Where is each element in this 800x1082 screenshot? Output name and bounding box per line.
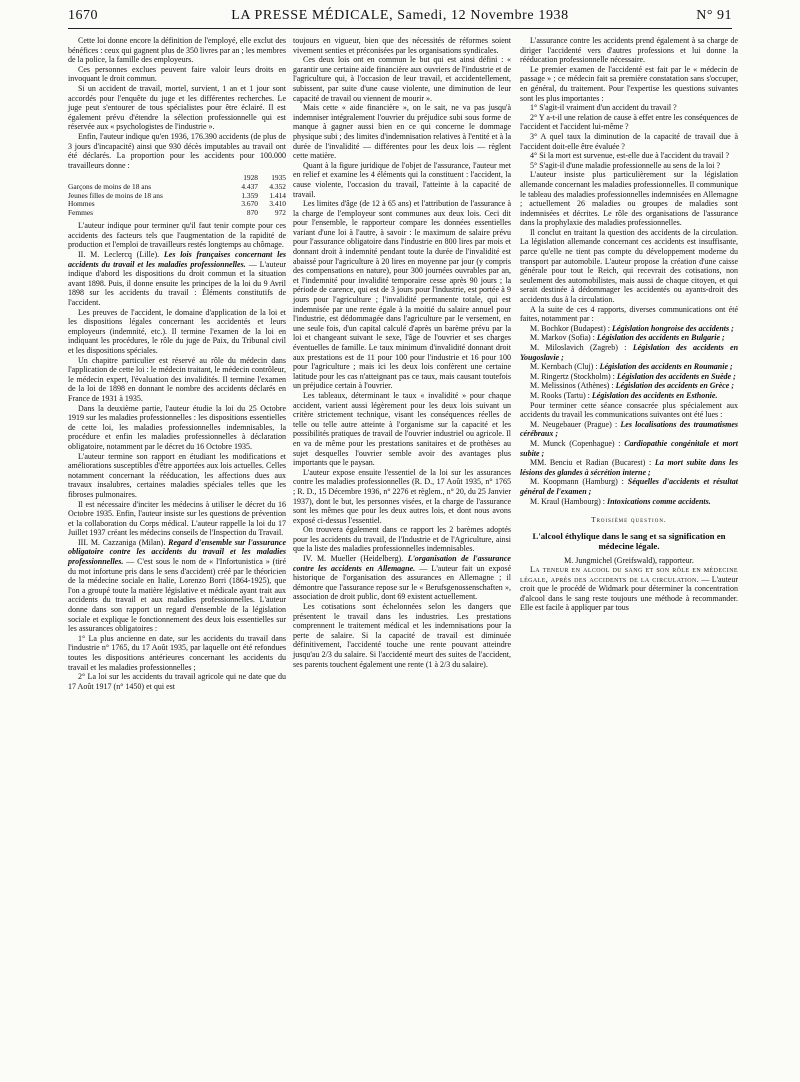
communication-author: M. Rooks bbox=[530, 390, 562, 400]
communication-title: Législation des accidents en Bulgarie ; bbox=[596, 333, 725, 343]
communication-city: (Zagreb) : bbox=[589, 343, 627, 352]
paragraph: Pour terminer cette séance consacrée plus spécialement aux accidents du travail les communications suivantes ont été lues : bbox=[520, 400, 738, 420]
communication-author: M. Kraul bbox=[530, 496, 560, 506]
paragraph: L'assurance contre les accidents prend également à sa charge de diriger l'accidenté vers d'autres professions et lui donne la rééducation professionnelle nécessaire. bbox=[520, 36, 738, 65]
paragraph: On trouvera également dans ce rapport les 2 barèmes adoptés pour les accidents du travail, de l'Industrie et de l'Agriculture, ainsi que la liste des maladies professionnelles indemnisables. bbox=[293, 525, 511, 554]
report-author: III. M. Cazzaniga (Milan). bbox=[78, 537, 166, 547]
paragraph: L'auteur insiste plus particulièrement sur la législation allemande concernant les maladies professionnelles. Il communique le tableau des maladies professionnelles indemnisées en Allemagne ; actuellement 26 maladies ou groupes de maladies sont indemnisées et décrites. Le rôle des organisations de l'assurance dans la prophylaxie des maladies professionnelles. bbox=[520, 170, 738, 228]
paragraph: A la suite de ces 4 rapports, diverses communications ont été faites, notamment par : bbox=[520, 304, 738, 324]
communication-title: Législation des accidents en Grèce ; bbox=[615, 381, 734, 391]
paragraph: Cette loi donne encore la définition de l'employé, elle exclut des bénéfices : ceux qui gagnent plus de 350 livres par an ; les membres de la police, la famille des employeurs. bbox=[68, 36, 286, 65]
communication-city: (Athènes) : bbox=[577, 381, 614, 391]
question-item: 1° S'agit-il vraiment d'un accident du travail ? bbox=[530, 103, 677, 113]
report-title: L'organisation de l'assurance contre les accidents en Allemagne. bbox=[293, 554, 511, 573]
column-2 bbox=[293, 36, 511, 669]
paragraph: Ces deux lois ont en commun le but qui est ainsi défini : « garantir une certaine aide financière aux ouvriers de l'industrie et de l'agriculture qui, à l'occasion de leur travail, et accidentellement, subissent, par suite d'une cause violente, une diminution de leur capacité de travail ou viennent de mourir ». bbox=[293, 55, 511, 103]
paragraph: Ces personnes exclues peuvent faire valoir leurs droits en invoquant le droit commun. bbox=[68, 64, 286, 84]
communication-city: (Stockholm) : bbox=[570, 371, 615, 381]
communication-title: Législation des accidents en Yougoslavie ; bbox=[520, 343, 739, 362]
paragraph: Les limites d'âge (de 12 à 65 ans) et l'attribution de l'assurance à la charge de l'employeur sont communes aux deux lois. Ceci dit pour l'ensemble, le rapporteur compare les données essentielles variant d'une loi à l'autre, à savoir : le maximum de salaire prévu pour l'assurance obligatoire dans l'industrie en 800 lires par mois et donnant droit à indemnité pendant toute la durée de l'invalidité est abaissé pour l'agriculture à 20 lires en moyenne par jour (y compris des compensations en nature), pour 300 journées ouvrables par an, et l'indemnité pour invalidité temporaire cesse après 90 jours ; la période de carence, qui est de 3 jours pour l'industrie, est portée à 9 jours pour l'agriculture ; l'invalidité permanente totale, qui est indemnisée par une rente égale à la moitié du salaire annuel pour l'industrie, est dédommagée dans l'agriculture par le versement, en une seule fois, d'un capital calculé d'après un barème prévu par la loi et changeant suivant le sexe, l'âge de l'ouvrier et ses charges éventuelles de famille. Le taux minimum d'invalidité donnant droit aux prestations est de 11 pour 100 pour l'industrie et 16 pour 100 pour l'agriculture ; mais ici les deux lois confèrent une certaine latitude pour les cas n'atteignant pas ce taux, mais causant toutefois un préjudice certain à l'ouvrier. bbox=[293, 199, 511, 391]
communication-item bbox=[520, 362, 738, 372]
paragraph: — L'auteur indique d'abord les dispositions du droit commun et la situation avant 1898. Puis, il donne ensuite les principes de la loi du 9 Avril 1898 sur les accidents du travail : Éléments constitutifs de l'accident. bbox=[68, 259, 286, 308]
communication-item bbox=[520, 477, 738, 496]
table-row-label: Femmes bbox=[68, 207, 94, 217]
paragraph: 1° La plus ancienne en date, sur les accidents du travail dans l'industrie n° 1765, du 17 Août 1935, par laquelle ont été refondues toutes les dispositions antérieures concernant les accidents du travail et les maladies professionnelles ; bbox=[68, 633, 286, 672]
paragraph: Si un accident de travail, mortel, survient, 1 an et 1 jour sont accordés pour l'enquête du juge et les différentes recherches. Le juge peut s'entourer de tous spécialistes pour être éclairé. Il est également prévu d'étendre la sélection professionnelle qui est réservée aux « psychologistes de l'industrie ». bbox=[68, 83, 286, 132]
running-header bbox=[68, 6, 732, 29]
communication-author: M. Koopmann bbox=[530, 477, 579, 487]
communication-city: (Bucarest) : bbox=[612, 458, 652, 468]
page-number: 1670 bbox=[68, 8, 98, 23]
communication-city: (Hambourg) : bbox=[561, 496, 605, 506]
accident-rate-table bbox=[68, 174, 286, 217]
paragraph: Mais cette « aide financière », on le sait, ne va pas jusqu'à indemniser intégralement l'ouvrier du préjudice subi sous forme de manque à gagner aussi bien en ce qui concerne le dommage physique subi ; des limites d'indemnisation relatives à l'entité et à la durée de l'invalidité — différentes pour les deux lois — règlent cette matière. bbox=[293, 103, 511, 161]
report-heading bbox=[68, 250, 286, 308]
paragraph-text: — L'auteur croit que le procédé de Widmark pour déterminer la concentration d'alcool dans le sang reste toujours une méthode à recommander. Elle est facile à appliquer par tous bbox=[520, 574, 739, 613]
communication-item bbox=[520, 391, 738, 401]
paragraph bbox=[520, 565, 738, 613]
table-row-label: Hommes bbox=[68, 199, 95, 209]
paragraph: Quant à la figure juridique de l'objet de l'assurance, l'auteur met en relief et examine les 4 éléments qui la constituent : l'accident, la cause violente, l'occasion du travail, l'atteinte à la capacité de travail. bbox=[293, 160, 511, 199]
communication-author: M. Munck bbox=[530, 438, 566, 448]
table-cell: 4.437 bbox=[241, 181, 258, 191]
communication-title: La mort subite dans les lésions des glandes à sécrétion interne ; bbox=[520, 458, 739, 477]
report-title: Regard d'ensemble sur l'assurance obligatoire contre les accidents du travail et les maladies professionnelles. bbox=[68, 537, 286, 567]
communication-item bbox=[520, 372, 738, 382]
report-author: II. M. Leclercq (Lille). bbox=[78, 250, 160, 260]
rapporteur-line: M. Jungmichel (Greifswald), rapporteur. bbox=[564, 555, 694, 565]
paragraph: Les preuves de l'accident, le domaine d'application de la loi et les dispositions légales concernant les accidentés et leurs employeurs (indemnité, etc.). Il termine l'examen de la loi en indiquant les procédures, le rôle du juge de Paix, du Tribunal civil et les dispositions spéciales. bbox=[68, 307, 286, 355]
table-row bbox=[68, 209, 286, 218]
communication-item bbox=[520, 497, 738, 507]
communication-item bbox=[520, 381, 738, 391]
communication-item bbox=[520, 333, 738, 343]
paragraph: — L'auteur fait un exposé historique de l'organisation des assurances en Allemagne ; il démontre que l'assurance repose sur le « Berufsgenossenschaften », association de droit public, dont 69 existent actuellement. bbox=[293, 563, 511, 602]
paragraph: L'auteur termine son rapport en étudiant les modifications et améliorations susceptibles d'être apportées aux lois actuelles. Celles notamment concernant la rééducation, les affections dues aux travaux insalubres, certaines maladies spéciales telles que les fibroses pulmonaires. bbox=[68, 451, 286, 499]
table-cell: 870 bbox=[246, 207, 258, 217]
question-title: L'alcool éthylique dans le sang et sa signification en médecine légale. bbox=[532, 530, 726, 552]
table-row-label: Jeunes filles de moins de 18 ans bbox=[68, 190, 163, 200]
paragraph: L'auteur indique pour terminer qu'il faut tenir compte pour ces accidents des facteurs tels que l'augmentation de la rapidité de production et l'emploi de travailleurs restés longtemps au chômage. bbox=[68, 221, 286, 250]
communication-author: MM. Benciu et Radian bbox=[530, 458, 609, 468]
table-cell: 972 bbox=[274, 207, 286, 217]
communication-city: (Copenhague) : bbox=[569, 438, 621, 448]
communication-title: Législation des accidents en Suède ; bbox=[616, 371, 736, 381]
communication-author: M. Bochkor bbox=[530, 323, 569, 333]
paragraph: Dans la deuxième partie, l'auteur étudie la loi du 25 Octobre 1919 sur les maladies professionnelles : les dispositions essentielles de cette loi, les maladies professionnelles indemnisables, la procédure et enfin les maladies professionnelles à déclaration obligatoire, notamment par le décret du 16 Octobre 1935. bbox=[68, 403, 286, 451]
table-cell: 4.352 bbox=[269, 181, 286, 191]
communication-city: (Prague) : bbox=[584, 419, 618, 429]
column-3 bbox=[520, 36, 738, 613]
communication-author: M. Miloslavich bbox=[530, 343, 584, 352]
communication-city: (Cluj) : bbox=[574, 362, 598, 372]
paragraph: Les cotisations sont échelonnées selon les dangers que présentent le travail dans les industries. Les prestations comprennent le traitement médical et les indemnisations pour la perte de salaire. Si la capacité de travail est diminuée définitivement, l'accidenté touche une rente pouvant atteindre jusqu'au 2/3 du salaire. Si l'accidenté meurt des suites de l'accident, ses parents touchent également une rente (1 à 2/3 du salaire). bbox=[293, 602, 511, 669]
communication-author: M. Kernbach bbox=[530, 362, 573, 372]
communication-title: Cardiopathie congénitale et mort subite ; bbox=[520, 438, 739, 458]
report-title: Les lois françaises concernant les accidents du travail et les maladies professionnelles. bbox=[68, 250, 287, 269]
question-item: 4° Si la mort est survenue, est-elle due à l'accident du travail ? bbox=[530, 151, 730, 161]
communication-item bbox=[520, 420, 738, 439]
paragraph: Il est nécessaire d'inciter les médecins à utiliser le décret du 16 Octobre 1935. Enfin, l'auteur insiste sur les questions de prévention et la collaboration du Corps médical. L'auteur rappelle la loi du 17 Juillet 1937 créant les médecins conseils de l'Inspection du Travail. bbox=[68, 499, 286, 538]
communication-city: (Budapest) : bbox=[570, 323, 610, 333]
communication-item bbox=[520, 439, 738, 458]
paragraph: Le premier examen de l'accidenté est fait par le « médecin de passage » ; ce médecin fait sa première constatation sans s'occuper, en général, du traitement. Pour l'expertise les questions suivantes sont les plus importantes : bbox=[520, 64, 738, 103]
communication-city: (Hamburg) : bbox=[582, 477, 624, 487]
communication-title: Législation hongroise des accidents ; bbox=[612, 323, 734, 333]
issue-number: N° 91 bbox=[696, 8, 732, 23]
column-1 bbox=[68, 36, 286, 691]
communication-title: Les localisations des traumatismes cérébraux ; bbox=[520, 419, 739, 439]
communication-author: M. Ringertz bbox=[530, 371, 569, 381]
communication-title: Législation des accidents en Roumanie ; bbox=[599, 362, 733, 372]
communication-item bbox=[520, 324, 738, 334]
communication-author: M. Markov bbox=[530, 333, 567, 343]
table-cell: 3.670 bbox=[241, 199, 258, 209]
question-heading: Troisième question. bbox=[591, 516, 667, 525]
journal-title: LA PRESSE MÉDICALE, Samedi, 12 Novembre 1938 bbox=[231, 8, 569, 23]
communication-item bbox=[520, 458, 738, 477]
communication-title: Séquelles d'accidents et résultat général de l'examen ; bbox=[520, 477, 739, 496]
paragraph: Un chapitre particulier est réservé au rôle du médecin dans l'application de cette loi : le médecin traitant, le médecin contrôleur, le médecin expert, l'évaluation des invalidités. Il termine l'examen de la loi de 1898 en donnant le nombre des accidents déclarés en France de 1931 à 1935. bbox=[68, 355, 286, 403]
paragraph: 2° La loi sur les accidents du travail agricole qui ne date que du 17 Août 1917 (n° 1450) et qui est bbox=[68, 672, 286, 691]
report-heading bbox=[293, 554, 511, 602]
table-row-label: Garçons de moins de 18 ans bbox=[68, 181, 152, 191]
paragraph: — C'est sous le nom de « l'Infortunistica » (tiré du mot infortune pris dans le sens d'accident) créé par le théoricien de la médecine sociale en Italie, Lorenzo Borri (1864-1925), que l'on a groupé toute la matière législative et médicale ayant trait aux accidents du travail et aux maladies professionnelles. L'auteur donne dans son rapport un regard d'ensemble de la législation sociale et explique le fonctionnement des deux lois essentielles sur les assurances obligatoires : bbox=[68, 557, 287, 634]
paragraph: Les tableaux, déterminant le taux « invalidité » pour chaque accident, varient aussi légèrement pour les deux lois suivant un critère strictement technique, visant les conséquences réelles de telle ou telle autre atteinte à l'organisme sur la capacité et les possibilités pratiques de travail de l'ouvrier industriel ou agricole. Il en va de même pour les prestations sanitaires et de prothèses au sujet desquelles l'ouvrier semble avoir des avantages plus importants que le paysan. bbox=[293, 390, 511, 468]
report-author: IV. M. Mueller (Heidelberg). bbox=[303, 554, 404, 564]
paragraph: L'auteur expose ensuite l'essentiel de la loi sur les assurances contre les maladies professionnelles (R. D., 17 Août 1935, n° 1765 ; R. D., 15 Décembre 1936, n° 2276 et règlem., n° 20, du 25 Janvier 1937), dont le but, les personnes visées, et la charge de l'assurance sont les mêmes que pour les deux autres lois, et dont nous avons exposé ci-dessus l'essentiel. bbox=[293, 467, 511, 525]
communication-item bbox=[520, 343, 738, 362]
table-cell: 3.410 bbox=[269, 199, 286, 209]
table-cell: 1.414 bbox=[269, 190, 286, 200]
table-cell: 1.359 bbox=[241, 190, 258, 200]
communication-author: M. Neugebauer bbox=[530, 419, 581, 429]
paragraph: Enfin, l'auteur indique qu'en 1936, 176.390 accidents (de plus de 3 jours d'incapacité) ainsi que 930 décès imputables au travail ont été déclarés. La proportion pour les accidents pour 100.000 travailleurs donne : bbox=[68, 131, 286, 170]
communication-title: Législation des accidents en Esthonie. bbox=[591, 390, 718, 400]
lead-in-caps: La teneur en alcool du sang et son rôle en médecine légale, après des accidents de la circulation. bbox=[520, 565, 738, 584]
paragraph: Il conclut en traitant la question des accidents de la circulation. La législation allemande concernant ces accidents est insuffisante, parce qu'elle ne tient pas compte du développement moderne du transport par automobile. L'auteur propose la création d'une caisse générale pour tout le Reich, qui recevrait des cotisations, non seulement des automobilistes, mais aussi de chaque citoyen, et qui serait destinée à dédommager les accidentés ou ayants-droit des accidents dus à la circulation. bbox=[520, 227, 738, 305]
question-item: 3° A quel taux la diminution de la capacité de travail due à l'accident doit-elle être évaluée ? bbox=[520, 131, 738, 151]
communication-title: Intoxications comme accidents. bbox=[606, 496, 711, 506]
paragraph: toujours en vigueur, bien que des nécessités de réformes soient vivement senties et préconisées par les organisations syndicales. bbox=[293, 36, 511, 55]
communication-city: (Sofia) : bbox=[568, 333, 595, 343]
communication-author: M. Melissinos bbox=[530, 381, 576, 391]
table-year-header: 1935 bbox=[271, 173, 286, 183]
table-year-header: 1928 bbox=[243, 173, 258, 183]
question-item: 5° S'agit-il d'une maladie professionnelle au sens de la loi ? bbox=[530, 160, 721, 170]
question-item: 2° Y a-t-il une relation de cause à effet entre les conséquences de l'accident et l'accident lui-même ? bbox=[520, 112, 738, 132]
report-heading bbox=[68, 538, 286, 634]
communication-city: (Tartu) : bbox=[563, 390, 590, 400]
